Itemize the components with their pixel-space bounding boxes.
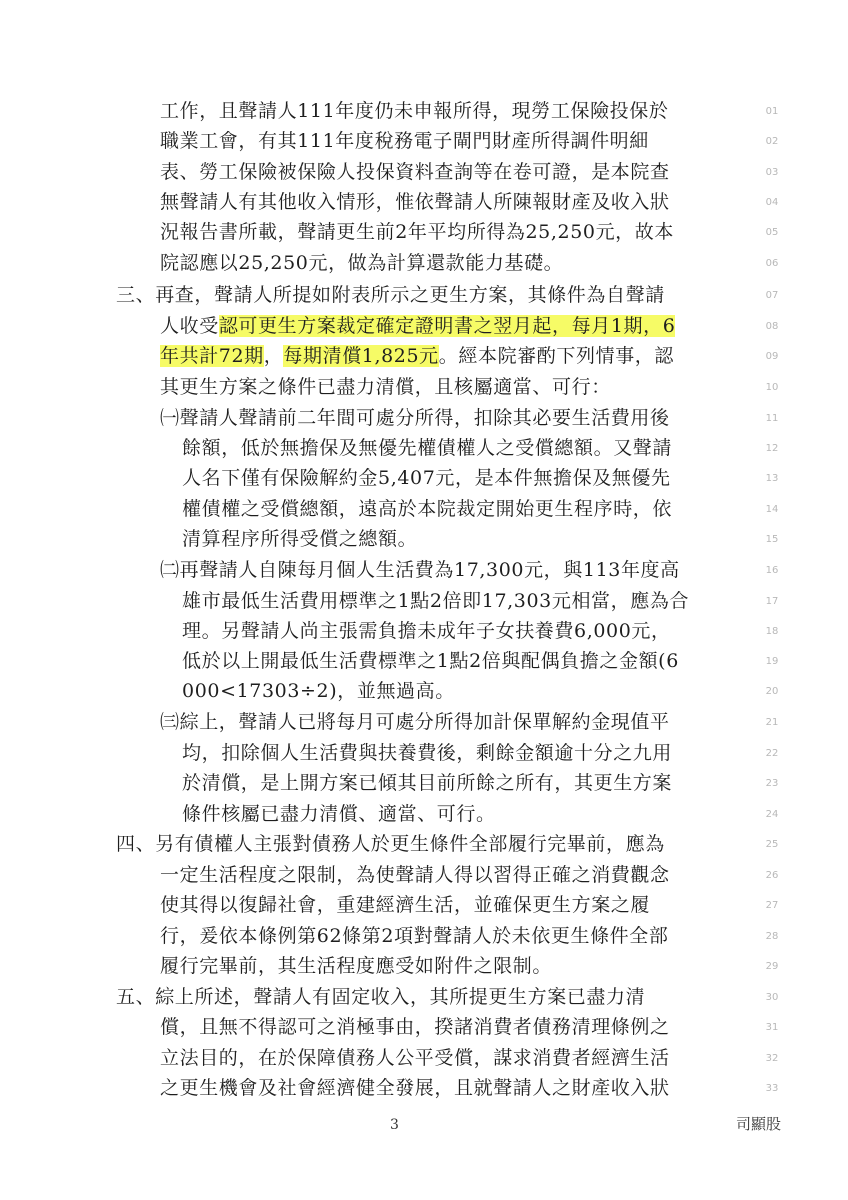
line-number: 03: [765, 167, 779, 178]
line-number: 14: [765, 504, 779, 515]
highlight-mark: 認可更生方案裁定確定證明書之翌月起: [218, 315, 553, 337]
line-number: 24: [765, 809, 779, 820]
highlight-mark: 每月1期，6: [571, 315, 676, 337]
body-line: 使其得以復歸社會，重建經濟生活，並確保更生方案之履: [160, 894, 651, 916]
line-number: 18: [765, 626, 779, 637]
section-five-heading-line: 五、綜上所述，聲請人有固定收入，其所提更生方案已盡力清: [116, 986, 646, 1008]
body-line: 況報告書所載，聲請更生前2年平均所得為25,250元，故本: [160, 221, 674, 243]
body-line: 000<17303÷2)，並無過高。: [182, 680, 455, 702]
line-number: 27: [765, 900, 779, 911]
body-line: 之更生機會及社會經濟健全發展，且就聲請人之財產收入狀: [160, 1077, 670, 1099]
body-line: 行，爰依本條例第62條第2項對聲請人於未依更生條件全部: [160, 925, 669, 947]
body-line: 理。另聲請人尚主張需負擔未成年子女扶養費6,000元，: [182, 620, 671, 642]
subitem-two-line: ㈡再聲請人自陳每月個人生活費為17,300元，與113年度高: [160, 559, 680, 581]
line-number: 05: [765, 227, 779, 238]
body-line: 工作，且聲請人111年度仍未申報所得，現勞工保險投保於: [160, 100, 669, 122]
highlight-mark: ，: [552, 315, 572, 337]
highlight-mark: 每期清償1,825元: [283, 345, 439, 367]
body-line-highlighted: [160, 312, 675, 340]
page-number: 3: [390, 1117, 399, 1133]
body-line: 清算程序所得受償之總額。: [182, 528, 418, 550]
body-line: 其更生方案之條件已盡力清償，且核屬適當、可行：: [160, 376, 611, 398]
section-three-heading-line: 三、再查，聲請人所提如附表所示之更生方案，其條件為自聲請: [116, 284, 665, 306]
body-line: 雄市最低生活費用標準之1點2倍即17,303元相當，應為合: [182, 590, 690, 612]
line-number: 15: [765, 534, 779, 545]
section-four-heading-line: 四、另有債權人主張對債務人於更生條件全部履行完畢前，應為: [116, 833, 665, 855]
line-text: 。經本院審酌下列情事，認: [438, 345, 674, 367]
line-number: 08: [765, 321, 779, 332]
line-text: ，: [263, 345, 284, 367]
line-number: 12: [765, 443, 779, 454]
body-line: 於清償，是上開方案已傾其目前所餘之所有，其更生方案: [182, 772, 673, 794]
body-line: 表、勞工保險被保險人投保資料查詢等在卷可證，是本院查: [160, 161, 670, 183]
body-line: 一定生活程度之限制，為使聲請人得以習得正確之消費觀念: [160, 864, 670, 886]
body-line: 餘額，低於無擔保及無優先權債權人之受償總額。又聲請: [182, 437, 673, 459]
line-number: 32: [765, 1053, 779, 1064]
line-number: 25: [765, 839, 779, 850]
body-line: 低於以上開最低生活費標準之1點2倍與配偶負擔之金額(6: [182, 650, 679, 672]
body-line: 立法目的，在於保障債務人公平受償，謀求消費者經濟生活: [160, 1047, 670, 1069]
body-line: 均，扣除個人生活費與扶養費後，剩餘金額逾十分之九用: [182, 742, 673, 764]
subitem-one-line: ㈠聲請人聲請前二年間可處分所得，扣除其必要生活費用後: [160, 407, 670, 429]
line-text: 人收受: [160, 315, 219, 337]
line-number: 26: [765, 870, 779, 881]
highlight-mark: 年共計72期: [160, 345, 264, 367]
body-line: 人名下僅有保險解約金5,407元，是本件無擔保及無優先: [182, 467, 671, 489]
line-number: 28: [765, 931, 779, 942]
line-number: 01: [765, 106, 779, 117]
body-line: 償，且無不得認可之消極事由，揆諸消費者債務清理條例之: [160, 1016, 670, 1038]
body-line: 條件核屬已盡力清償、適當、可行。: [182, 803, 496, 825]
subitem-three-line: ㈢綜上，聲請人已將每月可處分所得加計保單解約金現值平: [160, 711, 670, 733]
line-number: 02: [765, 136, 779, 147]
body-line: 無聲請人有其他收入情形，惟依聲請人所陳報財產及收入狀: [160, 191, 670, 213]
body-line: 院認應以25,250元，做為計算還款能力基礎。: [160, 252, 564, 274]
body-line: 履行完畢前，其生活程度應受如附件之限制。: [160, 955, 553, 977]
line-number: 20: [765, 686, 779, 697]
line-number: 30: [765, 992, 779, 1003]
line-number: 07: [765, 290, 779, 301]
line-number: 11: [765, 413, 779, 424]
body-line: 權債權之受償總額，遠高於本院裁定開始更生程序時，依: [182, 498, 673, 520]
body-line-highlighted: [160, 342, 674, 370]
line-number: 19: [765, 656, 779, 667]
body-line: 職業工會，有其111年度稅務電子閘門財產所得調件明細: [160, 130, 649, 152]
line-number: 09: [765, 351, 779, 362]
line-number: 06: [765, 258, 779, 269]
line-number: 31: [765, 1022, 779, 1033]
line-number: 22: [765, 748, 779, 759]
line-number: 17: [765, 596, 779, 607]
court-unit-label: 司顯股: [736, 1115, 782, 1133]
line-number: 33: [765, 1083, 779, 1094]
line-number: 10: [765, 382, 779, 393]
line-number: 23: [765, 778, 779, 789]
line-number: 16: [765, 565, 779, 576]
line-number: 04: [765, 197, 779, 208]
line-number: 21: [765, 717, 779, 728]
line-number: 29: [765, 961, 779, 972]
line-number: 13: [765, 473, 779, 484]
